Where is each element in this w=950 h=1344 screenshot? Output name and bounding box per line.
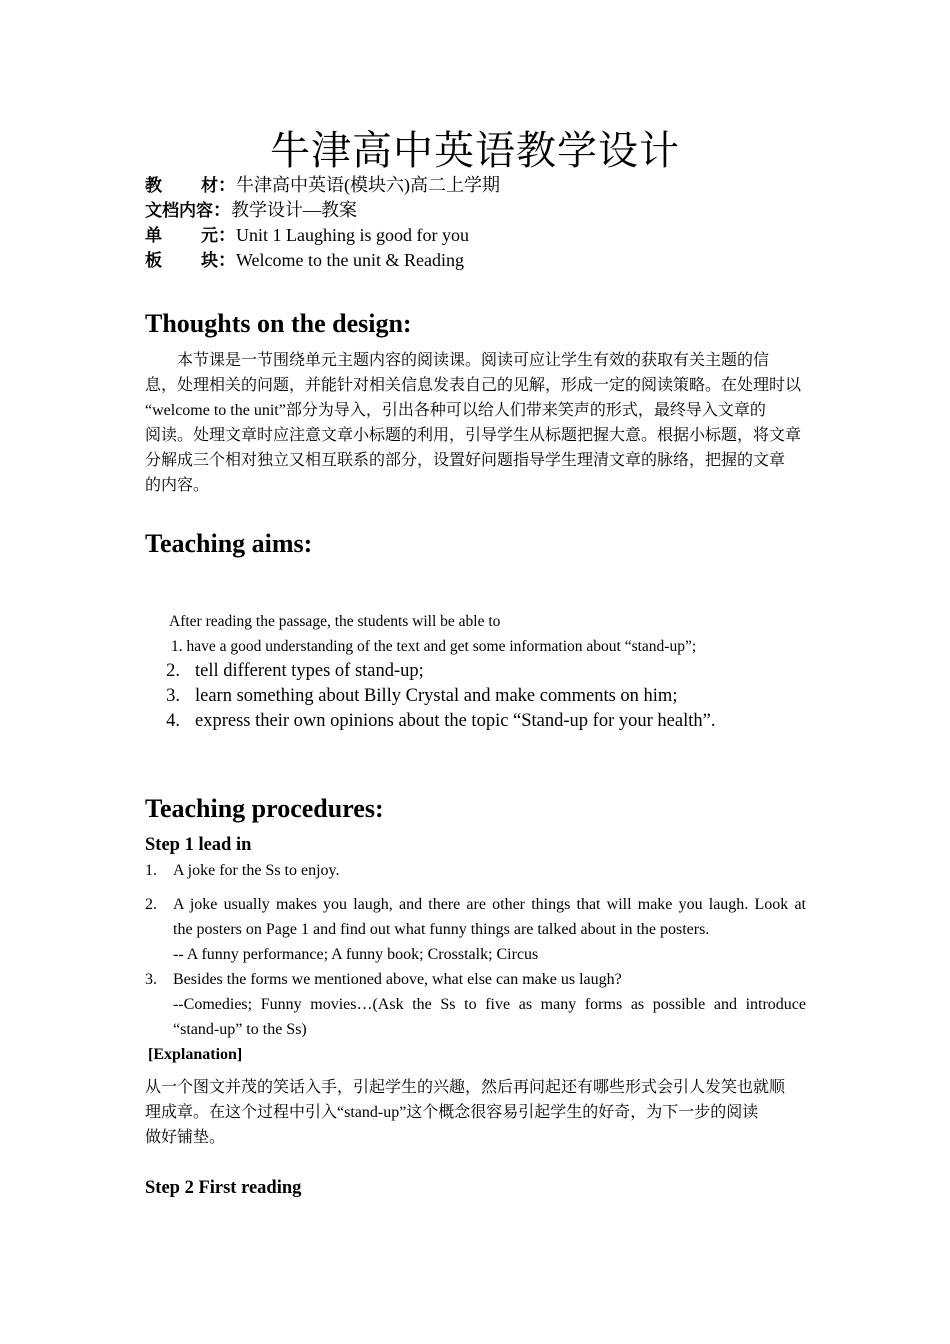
aims-item-1: 1. have a good understanding of the text and get some information about “stand-up”; <box>171 638 697 655</box>
aims-intro: After reading the passage, the students will be able to <box>169 613 501 630</box>
list-number: 3. <box>166 686 180 706</box>
list-text-cont: the posters on Page 1 and find out what funny things are talked about in the posters. <box>173 921 710 938</box>
list-number: 3. <box>145 971 157 988</box>
paragraph-line: 分解成三个相对独立又相互联系的部分，设置好问题指导学生理清文章的脉络，把握的文章 <box>145 452 786 469</box>
list-number: 2. <box>166 661 180 681</box>
meta-key: 单 元 <box>145 226 218 246</box>
list-text: A joke usually makes you laugh, and there are other things that will make you laugh. Look at <box>173 896 806 913</box>
meta-row-unit <box>145 223 469 249</box>
list-number: 4. <box>166 711 180 731</box>
meta-sep: ： <box>218 250 236 270</box>
list-number: 1. <box>145 862 157 879</box>
explanation-paragraph <box>145 1075 806 1150</box>
paragraph-line: 本节课是一节围绕单元主题内容的阅读课。阅读可应让学生有效的获取有关主题的信 <box>145 352 770 369</box>
paragraph-line: 从一个图文并茂的笑话入手，引起学生的兴趣，然后再问起还有哪些形式会引人发笑也就顺 <box>145 1079 786 1096</box>
meta-value: Welcome to the unit & Reading <box>236 250 464 270</box>
list-text-cont: “stand-up” to the Ss) <box>173 1021 307 1038</box>
heading-thoughts: Thoughts on the design: <box>145 309 412 338</box>
thoughts-paragraph <box>145 348 806 498</box>
step-2-heading: Step 2 First reading <box>145 1178 302 1198</box>
list-number: 2. <box>145 896 157 913</box>
meta-row-doc-content <box>145 198 357 224</box>
document-title: 牛津高中英语教学设计 <box>270 128 680 174</box>
step-1-heading: Step 1 lead in <box>145 835 252 855</box>
meta-value: 牛津高中英语(模块六)高二上学期 <box>236 175 500 195</box>
meta-row-section <box>145 248 464 274</box>
paragraph-line: 做好铺垫。 <box>145 1129 226 1146</box>
paragraph-line: “welcome to the unit”部分为导入，引出各种可以给人们带来笑声的形式，最终导入文章的 <box>145 402 766 419</box>
list-text: Besides the forms we mentioned above, what else can make us laugh? <box>173 971 622 988</box>
paragraph-line: 的内容。 <box>145 477 210 494</box>
meta-sep: ： <box>218 175 236 195</box>
meta-key: 教 材 <box>145 176 218 196</box>
list-text: A joke for the Ss to enjoy. <box>173 862 340 879</box>
meta-key: 文档内容 <box>145 201 213 221</box>
list-text: express their own opinions about the topic “Stand-up for your health”. <box>195 711 716 731</box>
heading-procedures: Teaching procedures: <box>145 794 384 823</box>
list-text-cont: -- A funny performance; A funny book; Crosstalk; Circus <box>173 946 539 963</box>
list-text: learn something about Billy Crystal and make comments on him; <box>195 686 678 706</box>
list-text: tell different types of stand-up; <box>195 661 424 681</box>
meta-sep: ： <box>213 200 231 220</box>
explanation-label: [Explanation] <box>148 1046 243 1063</box>
paragraph-line: 息，处理相关的问题，并能针对相关信息发表自己的见解，形成一定的阅读策略。在处理时以 <box>145 377 802 394</box>
list-text-cont: --Comedies; Funny movies…(Ask the Ss to five as many forms as possible and introduce <box>173 996 806 1013</box>
meta-key: 板 块 <box>145 251 218 271</box>
heading-aims: Teaching aims: <box>145 529 313 558</box>
meta-value: 教学设计—教案 <box>231 200 357 220</box>
paragraph-line: 阅读。处理文章时应注意文章小标题的利用，引导学生从标题把握大意。根据小标题，将文章 <box>145 427 802 444</box>
meta-sep: ： <box>218 225 236 245</box>
paragraph-line: 理成章。在这个过程中引入“stand-up”这个概念很容易引起学生的好奇，为下一步的阅读 <box>145 1104 759 1121</box>
meta-value: Unit 1 Laughing is good for you <box>236 225 469 245</box>
meta-row-textbook <box>145 173 500 199</box>
